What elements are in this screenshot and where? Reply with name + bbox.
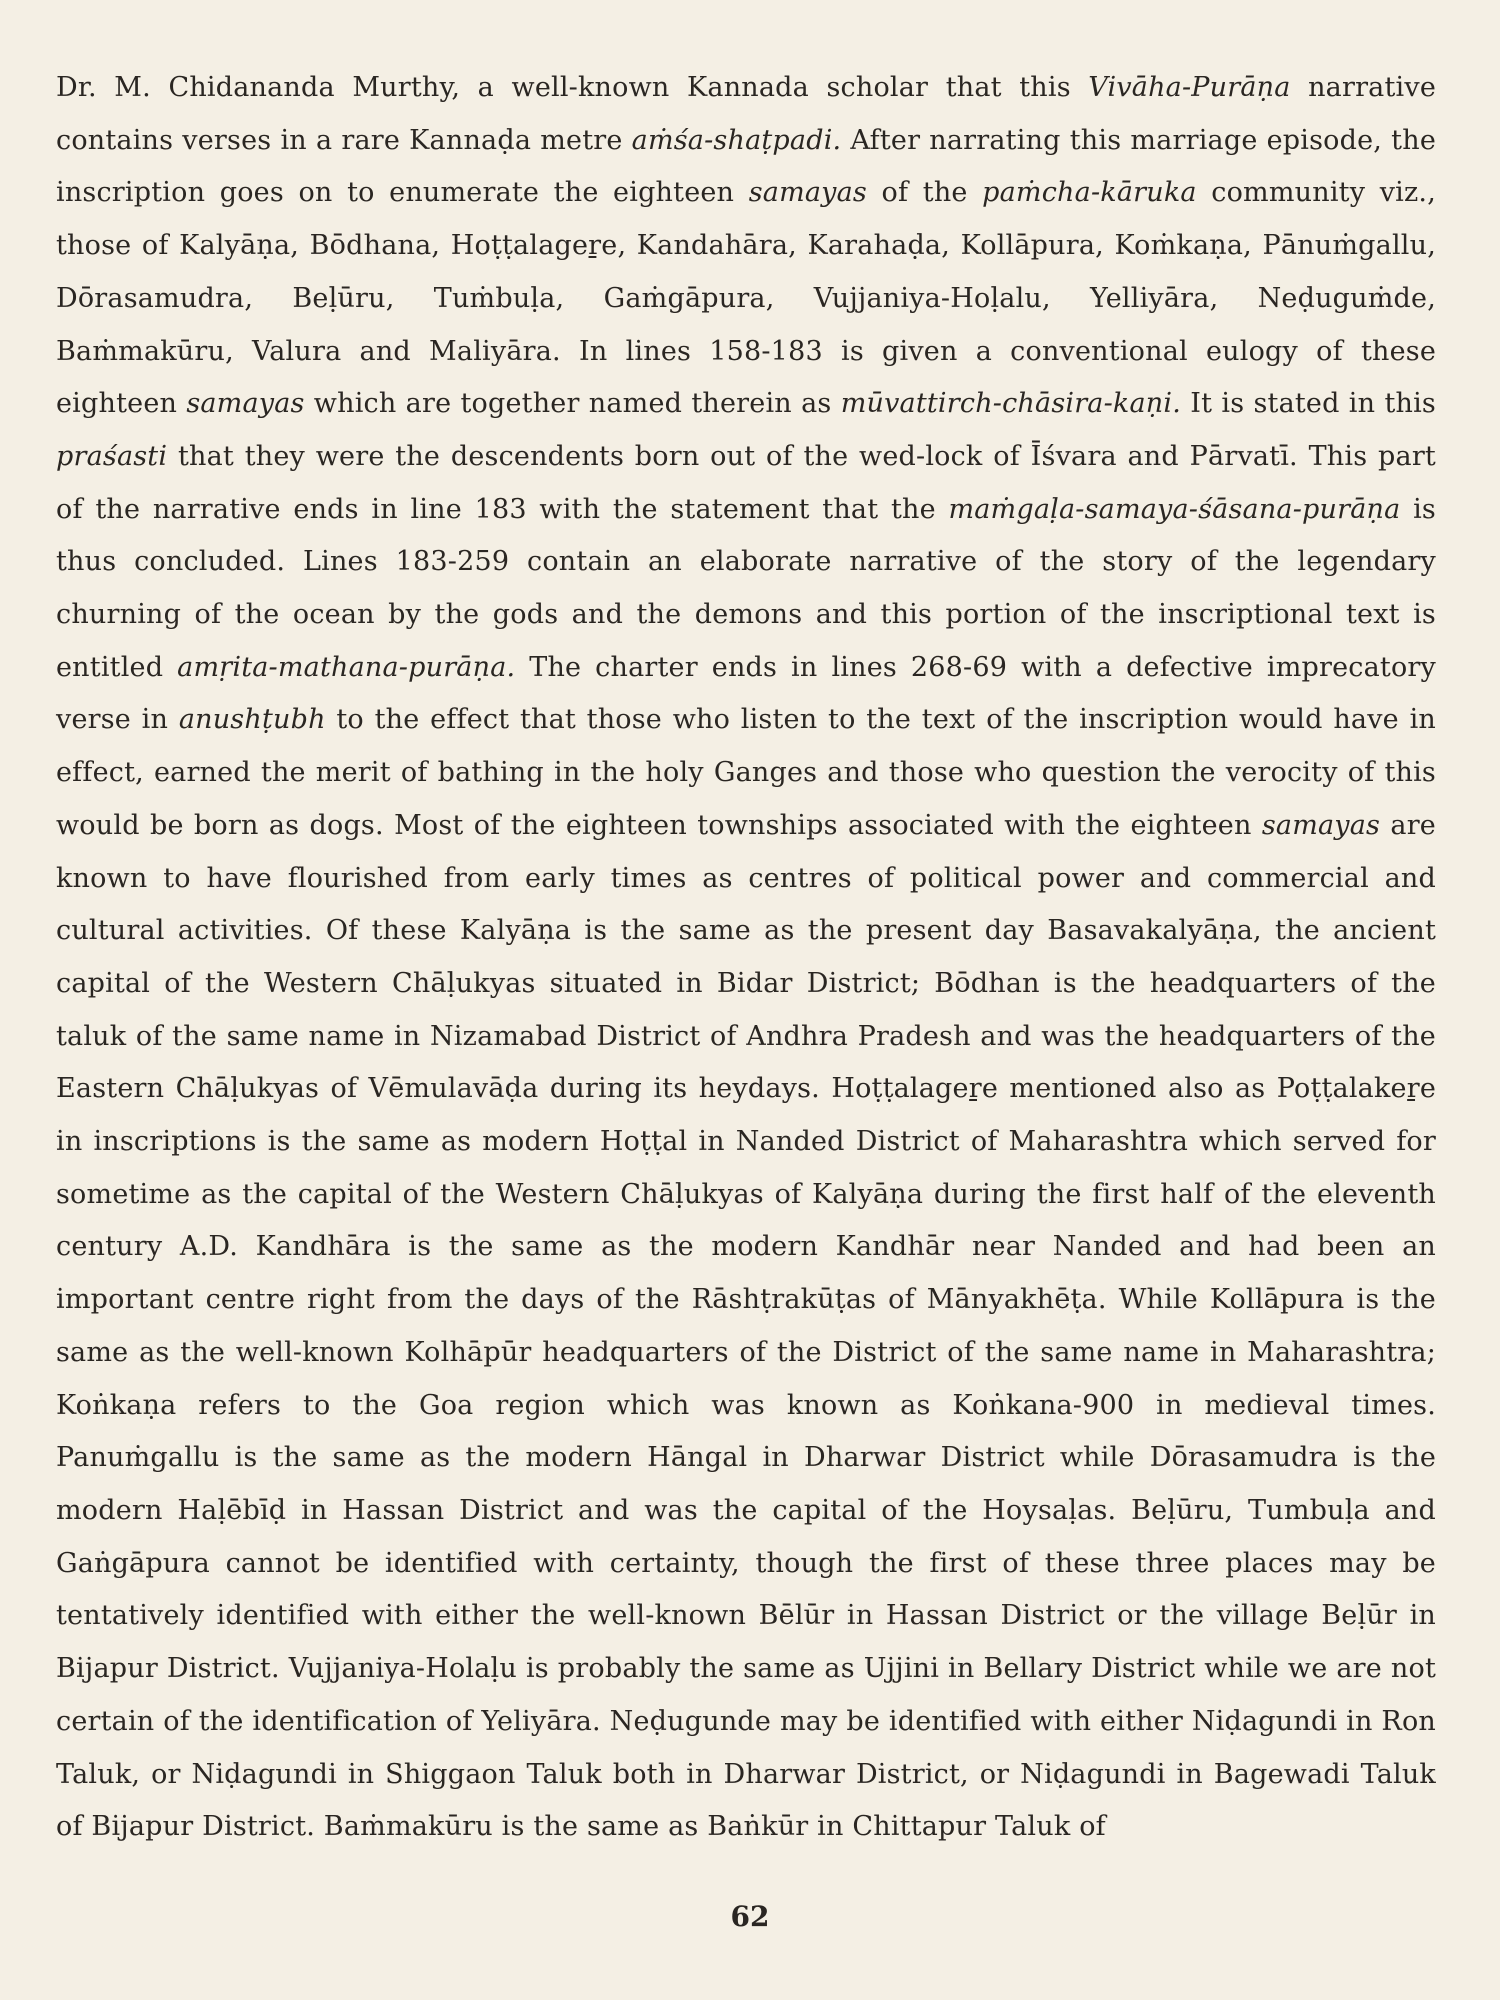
body-paragraph <box>56 62 1436 1854</box>
italic-term: anushṭubh <box>178 704 326 736</box>
italic-term: aṁśa-shaṭpadi. <box>631 124 842 156</box>
italic-term: mūvattirch-chāsira-kaṇi. <box>840 388 1181 420</box>
italic-term: maṁgaḷa-samaya-śāsana-purāṇa <box>948 493 1401 525</box>
text-run: The charter ends in lines 268-69 with a defective imprecatory verse in <box>56 651 1436 736</box>
text-run: which are together named therein as <box>304 388 841 420</box>
text-run: is thus concluded. Lines 183-259 contain an elaborate narrative of the story of the legendary churning of the ocean by the gods and the demons and this portion of the inscriptional text is entitled <box>56 493 1436 683</box>
text-run: to the effect that those who listen to the text of the inscription would have in effect, earned the merit of bathing in the holy Ganges and those who question the verocity of this would be born as dogs. Most of the eighteen townships associated with the eighteen <box>56 704 1436 841</box>
italic-term: samayas <box>186 388 305 420</box>
page-number: 62 <box>730 1900 770 1933</box>
text-run: of the <box>866 177 983 209</box>
italic-term: amṛita-mathana-purāṇa. <box>177 651 516 683</box>
italic-term: praśasti <box>56 440 168 472</box>
italic-term: Vivāha-Purāṇa <box>1088 72 1291 103</box>
text-run: Dr. M. Chidananda Murthy, a well-known Kannada scholar that this <box>56 72 1089 103</box>
text-run: After narrating this marriage episode, the inscription goes on to enumerate the eighteen <box>56 124 1436 209</box>
italic-term: samayas <box>1261 809 1381 841</box>
text-run: community viz., those of Kalyāṇa, Bōdhana, Hoṭṭalageṟe, Kandahāra, Karahaḍa, Kollāpura, Koṁkaṇa, Pānuṁgallu, Dōrasamudra, Beḷūru, Tuṁbuḷa, Gaṁgāpura, Vujjaniya-Hoḷalu, Yelliyāra, Neḍuguṁde, Baṁmakūru, Valura and Maliyāra. In lines 158-183 is given a conventional eulogy of these eighteen <box>56 177 1436 420</box>
text-run: narrative contains verses in a rare Kannaḍa metre <box>56 72 1436 156</box>
italic-term: paṁcha-kāruka <box>982 177 1197 209</box>
text-run: that they were the descendents born out of the wed-lock of Īśvara and Pārvatī. This part of the narrative ends in line 183 with the statement that the <box>56 440 1436 525</box>
text-run: are known to have flourished from early times as centres of political power and commercial and cultural activities. Of these Kalyāṇa is the same as the present day Basavakalyāṇa, the ancient capital of the Western Chāḷukyas situated in Bidar District; Bōdhan is the headquarters of the taluk of the same name in Nizamabad District of Andhra Pradesh and was the headquarters of the Eastern Chāḷukyas of Vēmulavāḍa during its heydays. Hoṭṭalageṟe mentioned also as Poṭṭalakeṟe in inscriptions is the same as modern Hoṭṭal in Nanded District of Maharashtra which served for sometime as the capital of the Western Chāḷukyas of Kalyāṇa during the first half of the eleventh century A.D. Kandhāra is the same as the modern Kandhār near Nanded and had been an important centre right from the days of the Rāshṭrakūṭas of Mānyakhēṭa. While Kollāpura is the same as the well-known Kolhāpūr headquarters of the District of the same name in Maharashtra; Koṅkaṇa refers to the Goa region which was known as Koṅkana-900 in medieval times. Panuṁgallu is the same as the modern Hāngal in Dharwar District while Dōrasamudra is the modern Haḷēbīḍ in Hassan District and was the capital of the Hoysaḷas. Beḷūru, Tumbuḷa and Gaṅgāpura cannot be identified with certainty, though the first of these three places may be tentatively identified with either the well-known Bēlūr in Hassan District or the village Beḷūr in Bijapur District. Vujjaniya-Holaḷu is probably the same as Ujjini in Bellary District while we are not certain of the identification of Yeliyāra. Neḍugunde may be identified with either Niḍagundi in Ron Taluk, or Niḍagundi in Shiggaon Taluk both in Dharwar District, or Niḍagundi in Bagewadi Taluk of Bijapur District. Baṁmakūru is the same as Baṅkūr in Chittapur Taluk of <box>56 809 1436 1843</box>
italic-term: samayas <box>748 177 867 209</box>
text-run: It is stated in this <box>1181 388 1436 420</box>
